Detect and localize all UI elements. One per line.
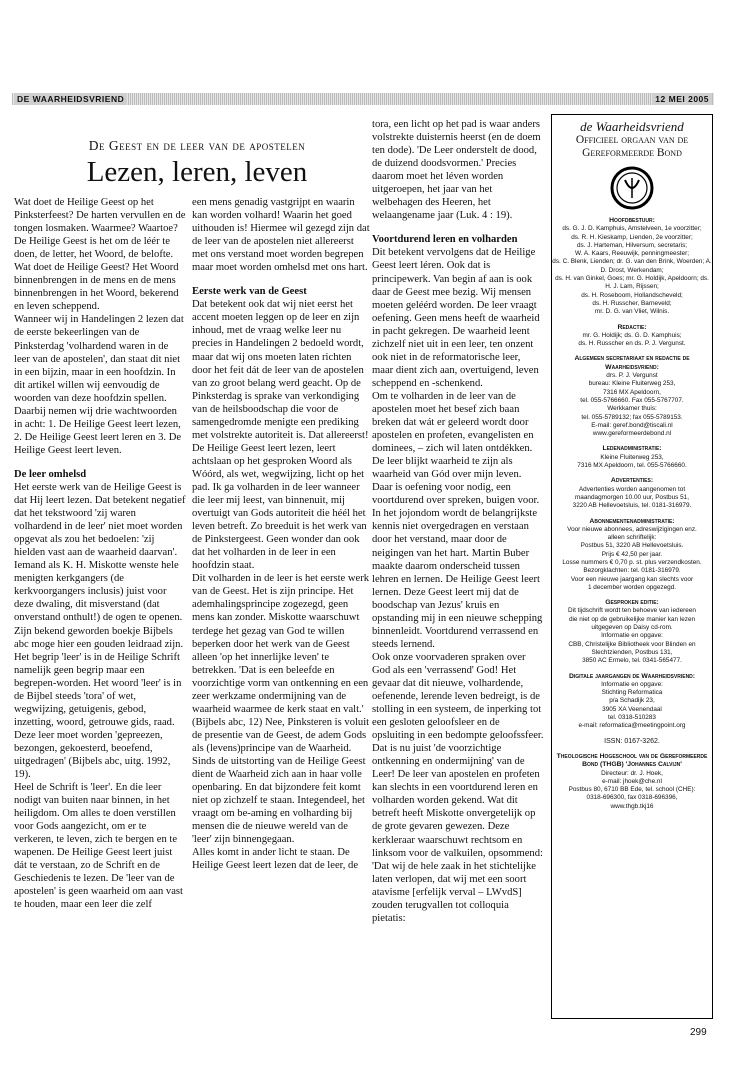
section-heading: Voortdurend leren en volharden (372, 234, 518, 246)
colophon-section (552, 324, 712, 349)
paragraph: tora, een licht op het pad is waar anders volstrekte duisternis heerst (en de doem ten dode). 'De Leer onderstelt de dood, de duizend doodsvormen.' Precies daarom moet het léven worden uitgeroepen, het jaar van het welbehagen des Heeren, het welaangename jaar (Luk. 4 : 19). (372, 119, 541, 222)
article-kicker: De Geest en de leer van de apostelen (88, 138, 306, 153)
colophon-section-label: Redactie: (617, 323, 647, 331)
org-line-2: Gereformeerde Bond (582, 147, 682, 159)
colophon-line: Informatie en opgave: (601, 680, 663, 688)
header-publication: DE WAARHEIDSVRIEND (14, 93, 127, 105)
circle-emblem-icon (610, 166, 654, 210)
colophon-line: Dit tijdschrift wordt ten behoeve van iedereen (568, 607, 696, 615)
colophon-section (552, 445, 712, 470)
colophon-line: Kleine Fluiterweg 253, (600, 453, 664, 461)
paragraph: Dit volharden in de leer is het eerste werk van de Geest. Het is zijn principe. Het ademhalingsprincipe zogezegd, geen mens kan zonder. Miskotte waarschuwt terdege het gezag van God te willen beperken door het werk van de Geest alleen 'op het innerlijke leven' te betrekken. 'Dat is een beleefde en voorzichtige vorm van ontkenning en een zeer werkzame ondermijning van de waarheid waarmee de kerk staat en valt.' (Bijbels abc, 12) Nee, Pinksteren is voluit de presentie van de Geest, de adem Gods als (levens)principe van de Waarheid. Sinds de uitstorting van de Heilige Geest dient de Waarheid zich aan in haar volle openbaring. En dat bijzondere feit komt niet op zichzelf te staan. Integendeel, het vraagt om be-aming en volharding bij mensen die de nieuwe wereld van de 'leer' zijn binnengegaan. (192, 573, 370, 846)
colophon-line: CBB, Christelijke Bibliotheek voor Blinden en (568, 640, 696, 648)
colophon-section (552, 673, 712, 731)
colophon-section (552, 355, 712, 438)
colophon-line: alleen schriftelijk: (607, 534, 657, 542)
paragraph: Ook onze voorvaderen spraken over God als een 'verrassend' God! Het gevaar dat dit nieuwe, volhardende, oefenende, lerende leven bedreigt, is de stolling in een systeem, de inperking tot een gesloten geloofsleer en de opsluiting in een bedompte geloofssfeer. Dat is nu juist 'de voorzichtige ontkenning en ondermijning' van de Leer! De leer van apostelen en profeten kan slechts in een voortdurend leren en volharden worden gekend. Wat dit betreft heeft Miskotte onvergetelijk op de grote gevaren gewezen. Deze kerkleraar waarschuwt rechtsom en linksom voor de valkuilen, opsommend: 'Dat wij de hele zaak in het stichtelijke laten verlopen, dat wij met een soort atavisme [erfelijk verval – LWvdS] zouden terugvallen tot colloquia pietatis: (372, 651, 544, 924)
colophon-line: ds. G. J. D. Kamphuis, Amstelveen, 1e voorzitter; (562, 225, 702, 233)
colophon-line: Losse nummers € 0,70 p. st. plus verzendkosten. Bezorgklachten: tel. 0181-316979. (562, 558, 702, 575)
colophon-section-label: Gesproken editie: (605, 599, 659, 607)
thgb-label: Theologische Hogeschool van de Gereformeerde Bond (THGB) 'Johannes Calvijn' (556, 752, 708, 769)
colophon-line: mr. G. Holdijk; ds. G. D. Kamphuis; (582, 331, 682, 339)
page-header-bar (12, 93, 714, 105)
thgb-line: 0318-696300, fax 0318-696396, (586, 794, 678, 802)
paragraph: Dit betekent vervolgens dat de Heilige Geest leert léren. Ook dat is principewerk. Van begin af aan is ook daar de Geest mee bezig. Wij mensen moeten geléérd worden. De leer vraagt oefening. Geen mens heeft de waarheid in pacht gekregen. De waarheid leent zichzelf niet uit in een leer, ten onzent ook niet in de reformatorische leer, maar dient zich aan, overtuigend, leven scheppend en -schenkend. (372, 247, 540, 389)
colophon-section (552, 477, 712, 510)
colophon-line: 3905 XA Veenendaal (602, 705, 662, 713)
colophon-line: ds. J. Harteman, Hilversum, secretaris; (576, 241, 688, 249)
colophon-line: e-mail: reformatica@meetingpoint.org (578, 722, 686, 730)
paragraph: Het begrip 'leer' is in de Heilige Schrift namelijk geen begrip maar een begrepen-worden. Het woord 'leer' is in de Bijbel steeds 'tora' of wet, wegwijzing, getuigenis, gebod, inzetting, woord, getrouwe gids, raad. Deze leer moet worden 'gepreezen, bezongen, gekoesterd, beoefend, uitgedragen' (Bijbels abc, uitg. 1992, 19). (14, 651, 182, 781)
colophon-line: maandagmorgen 10.00 uur, Postbus 51, (574, 493, 690, 501)
colophon-line: Voor nieuwe abonnees, adreswijzigingen enz. (567, 525, 697, 533)
issn: ISSN: 0167-3262. (604, 737, 660, 745)
colophon-line: Werkkamer thuis: (607, 405, 657, 413)
article-column-1 (14, 196, 186, 912)
section-heading: De leer omhelsd (14, 468, 87, 480)
colophon-line: 7316 MX Apeldoorn, (603, 388, 661, 396)
paragraph: Alles komt in ander licht te staan. De Heilige Geest leert lezen dat de leer, de (192, 847, 359, 872)
masthead-title: de Waarheidsvriend (580, 119, 684, 134)
colophon-line: ds. H. van Ginkel, Goes; mr. G. Holdijk, Apeldoorn; ds. H. J. Lam, Rijssen; (555, 275, 709, 291)
paragraph: Dat betekent ook dat wij niet eerst het accent moeten leggen op de leer en zijn inhoud, met de vraag welke leer nu precies in Handelingen 2 bedoeld wordt, maar dat wij ons moeten laten richten door het feit dát de leer van de apostelen van zo groot belang werd geacht. Op de Pinksterdag is sprake van verkondiging van de heilsboodschap die voor de samengedromde menigte een prediking met volstrekte autoriteit is. Dat allereerst! De Heilige Geest leert lezen, leert achtslaan op het gesproken Woord als Wóórd, als wet, wegwijzing, licht op het pad. Ik ga volharden in de leer wanneer die leer mij leest, van binnenuit, mij overtuigt van Gods autoriteit die héél het leven betreft. Zo breeduit is het werk van de Pinkstergeest. Geen wonder dan ook dat het volharden in de leer in een hoofdzin staat. (192, 299, 369, 572)
colophon-line: ds. H. Russcher en ds. P. J. Vergunst. (578, 340, 686, 348)
header-date: 12 MEI 2005 (652, 93, 712, 105)
thgb-line: Directeur: dr. J. Hoek, (601, 769, 663, 777)
colophon-line: ds. C. Blenk, Lienden; dr. G. van den Brink, Woerden; A. D. Drost, Werkendam; (552, 258, 712, 274)
page-number: 299 (690, 1027, 707, 1038)
colophon-line: Slechtzienden, Postbus 131, (591, 648, 673, 656)
colophon-line: E-mail: geref.bond@tiscali.nl (591, 421, 673, 429)
colophon-line: tel. 055-5789132; fax 055-5789153. (581, 413, 683, 421)
colophon-line: Informatie en opgave: (601, 632, 663, 640)
colophon-box (551, 114, 713, 1019)
colophon-line: drs. P. J. Vergunst (606, 372, 658, 380)
colophon-line: 7316 MX Apeldoorn, tel. 055-5766660. (577, 462, 687, 470)
paragraph: Wanneer wij in Handelingen 2 lezen dat de eerste bekeerlingen van de Pinksterdag 'volhardend waren in de leer van de apostelen', dan staat dit niet in een bijzin, maar in een hoofdzin. In dit artikel willen wij eenvoudig de woorden van deze hoofdzin spellen. Daarbij nemen wij drie wachtwoorden in acht: 1. De Heilige Geest leert lezen, 2. De Heilige Geest leert leren en 3. De Heilige Geest leert leven. (14, 314, 184, 456)
paragraph: Heel de Schrift is 'leer'. En die leer nodigt van buiten naar binnen, in het heiligdom. Om alles te doen verstillen voor Gods aangezicht, om er te verkeren, te leven, zich te bergen en te wapenen. De Heilige Geest leert juist dát te verstaan, zo de Schrift en de Geschiedenis te lezen. De 'leer van de apostelen' is geen waarheid om aan vast te houden, maar een leer die zelf (14, 782, 183, 911)
colophon-line: bureau: Kleine Fluiterweg 253, (588, 380, 676, 388)
org-line-1: Officieel orgaan van de (575, 134, 689, 146)
thgb-line: Postbus 80, 6710 BB Ede, tel. school (CHE): (568, 786, 696, 794)
article-title: Lezen, leren, leven (86, 156, 308, 188)
colophon-section (552, 217, 712, 317)
colophon-line: Advertenties worden aangenomen tot (578, 485, 686, 493)
section-heading: Eerste werk van de Geest (192, 286, 307, 298)
colophon-line: uitgegeven op Daisy cd-rom. (591, 624, 673, 632)
colophon-line: ds. H. Russcher, Barneveld; (592, 299, 672, 307)
colophon-section-label: Digitale jaargangen de Waarheidsvriend: (568, 672, 696, 680)
colophon-section-label: Hoofdbestuur: (609, 217, 655, 224)
colophon-section (552, 599, 712, 665)
colophon-section-label: Advertenties: (610, 477, 654, 485)
paragraph: Om te volharden in de leer van de apostelen moet het besef zich baan breken dat wát er geleerd wordt door apostelen en profeten, evangelisten en dominees, – zich wil laten ontdékken. De leer blijkt waarheid te zijn als waarheid van Gód over mijn leven. Daar is oefening voor nodig, een voortdurend over spreken, buigen voor. In het jojondom wordt de belangrijkste kennis niet overgedragen en verstaan door het verstand, maar door de neigingen van het hart. Martin Buber maakte daarom onderscheid tussen lehren en lernen. De Heilige Geest leert lernen. Deze Geest leert mij dat de boodschap van Jezus' kruis en opstanding mij in een nieuwe schepping binnenleidt. Voortdurend verrassend en steeds lernend. (372, 390, 543, 650)
colophon-line: p/a Schadijk 23, (609, 697, 655, 705)
thgb-line: e-mail: jhoek@che.nl (602, 777, 662, 785)
paragraph: een mens genadig vastgrijpt en waarin kan worden volhard! Waarin het goed uithouden is! Hiermee wil gezegd zijn dat de leer van de apostelen niet allereerst met ons verstand moet worden begrepen maar moet worden omhelsd met ons hart. (192, 197, 370, 274)
colophon-line: 1 december worden opgezegd. (587, 583, 677, 591)
colophon-line: Postbus 51, 3220 AB Hellevoetsluis. (580, 542, 684, 550)
thgb-lines (552, 770, 712, 811)
colophon-line: Prijs € 42,50 per jaar. (601, 550, 663, 558)
colophon-line: ds. H. Roseboom, Hollandscheveld; (581, 291, 683, 299)
colophon-section-label: Algemeen secretariaat en redactie de Waarheidsvriend: (574, 355, 690, 371)
colophon-line: ds. R. H. Kieskamp, Lienden, 2e voorzitter; (571, 233, 693, 241)
article-column-3 (372, 118, 544, 925)
colophon-line: www.gereformeerdebond.nl (592, 430, 672, 438)
colophon-sections (552, 217, 712, 731)
colophon-line: mr. D. G. van Vliet, Wilnis. (594, 308, 670, 316)
colophon-line: Stichting Reformatica (601, 689, 663, 697)
colophon-line: W. A. Kaars, Reeuwijk, penningmeester; (574, 250, 690, 258)
colophon-line: tel. 0318-510283 (608, 714, 656, 722)
colophon-line: Voor een nieuwe jaargang kan slechts voor (570, 575, 694, 583)
colophon-line: tel. 055-5766660. Fax 055-5767707. (580, 396, 684, 404)
colophon-section (552, 518, 712, 593)
paragraph: Wat doet de Heilige Geest op het Pinksterfeest? De harten vervullen en de tongen losmaken. Waarmee? Waartoe? De Heilige Geest is het om de léér te doen, de letter, het Woord, de belofte. Wat doet de Heilige Geest? Het Woord binnenbrengen in de mens en de mens binnenbrengen in het Woord, bekerend en leven scheppend. (14, 197, 186, 313)
colophon-section-label: Ledenadministratie: (602, 445, 662, 453)
thgb-line: www.thgb.tkj16 (610, 802, 654, 810)
colophon-line: 3850 AC Ermelo, tel. 0341-565477. (582, 657, 682, 665)
paragraph: Het eerste werk van de Heilige Geest is dat Hij leert lezen. Dat betekent negatief dat het tekstwoord 'zij waren volhardend in de leer' niet moet worden opgevat als zou het bedoelen: 'zij hielden vast aan de waarheid daarvan'. Iemand als K. H. Miskotte wenste hele menigten kerkgangers (de kerkvoorgangers inclusis) juist voor deze dwaling, dit misverstand (dat onverstand onthult!) de ogen te openen. Zijn bekend geworden boekje Bijbels abc moge hier een gouden leidraad zijn. (14, 481, 186, 650)
colophon-line: 3220 AB Hellevoetsluis, tel. 0181-316979. (572, 502, 692, 510)
colophon-line: die niet op de gebruikelijke manier kan lezen (568, 615, 696, 623)
colophon-section-label: Abonnementenadministratie: (589, 517, 675, 525)
article-column-2 (192, 196, 370, 872)
